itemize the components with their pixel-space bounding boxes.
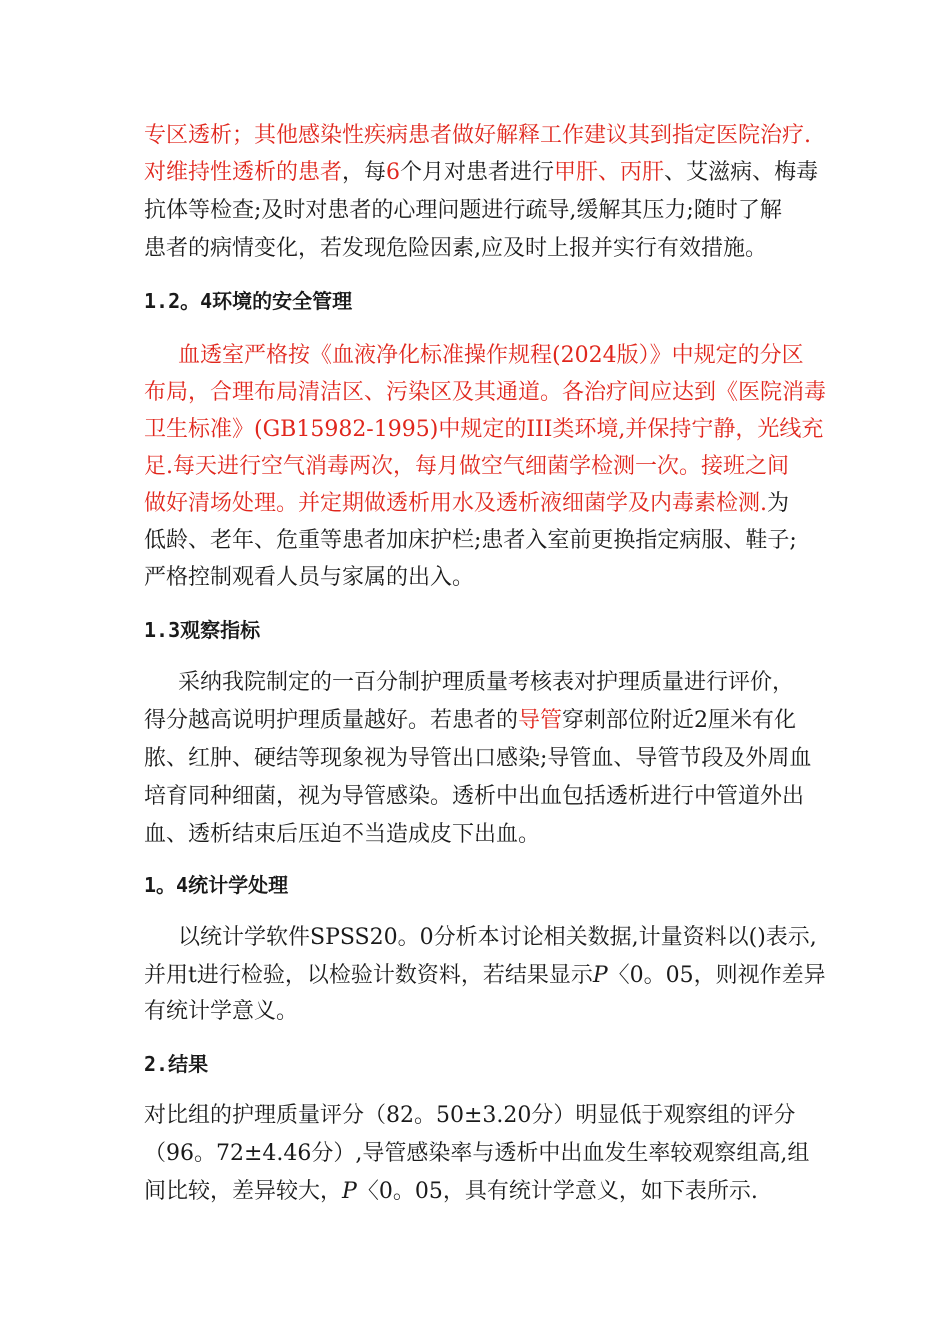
italic-variable: P [592, 963, 608, 988]
text-span: 穿刺部位附近2厘米有化 [562, 708, 797, 733]
paragraph-line: 血、透析结束后压迫不当造成皮下出血。 [144, 822, 541, 847]
italic-variable: P [342, 1179, 357, 1204]
paragraph-line: 对比组的护理质量评分（82。50±3.20分）明显低于观察组的评分 [144, 1103, 796, 1128]
paragraph-line: 血透室严格按《血液净化标准操作规程(2024版）》中规定的分区 [178, 343, 804, 368]
text-span: 个月对患者进行 [400, 160, 555, 185]
text-span: ，每 [342, 160, 387, 185]
highlighted-text: 做好清场处理。并定期做透析用水及透析液细菌学及内毒素检测. [144, 491, 767, 516]
section-heading: 2.结果 [144, 1052, 209, 1076]
paragraph-line [144, 961, 826, 991]
text-span: 〈0。05，则视作差异 [607, 963, 826, 988]
paragraph-line: 专区透析；其他感染性疾病患者做好解释工作建议其到指定医院治疗. [144, 123, 811, 148]
paragraph-line: 布局，合理布局清洁区、污染区及其通道。各治疗间应达到《医院消毒 [144, 380, 827, 405]
text-span: 并用t进行检验，以检验计数资料，若结果显示 [144, 963, 593, 988]
paragraph-line: 患者的病情变化，若发现危险因素,应及时上报并实行有效措施。 [144, 236, 767, 261]
section-heading: 1.3观察指标 [144, 618, 261, 642]
paragraph-line: 抗体等检查;及时对患者的心理问题进行疏导,缓解其压力;随时了解 [144, 198, 782, 223]
highlighted-text: 导管 [518, 708, 563, 733]
section-heading: 1。4统计学处理 [144, 873, 289, 897]
section-heading: 1.2。4环境的安全管理 [144, 289, 353, 313]
paragraph-line: 培育同种细菌，视为导管感染。透析中出血包括透析进行中管道外出 [144, 784, 805, 809]
paragraph-line [144, 489, 789, 519]
paragraph-line [144, 158, 818, 188]
paragraph-line: 脓、红肿、硬结等现象视为导管出口感染;导管血、导管节段及外周血 [144, 746, 812, 771]
highlighted-text: 对维持性透析的患者 [144, 160, 343, 185]
text-span: 为 [767, 491, 790, 516]
text-span: 得分越高说明护理质量越好。若患者的 [144, 708, 519, 733]
text-span: 〈0。05，具有统计学意义，如下表所示. [356, 1179, 758, 1204]
text-span: 间比较，差异较大， [144, 1179, 343, 1204]
paragraph-line: 采纳我院制定的一百分制护理质量考核表对护理质量进行评价， [178, 670, 795, 695]
paragraph-line [144, 1177, 758, 1207]
paragraph-line: 足.每天进行空气消毒两次，每月做空气细菌学检测一次。接班之间 [144, 454, 789, 479]
paragraph-line: 低龄、老年、危重等患者加床护栏;患者入室前更换指定病服、鞋子; [144, 528, 797, 553]
paragraph-line: （96。72±4.46分）,导管感染率与透析中出血发生率较观察组高,组 [144, 1141, 810, 1166]
highlighted-text: 6 [386, 160, 401, 185]
paragraph-line: 卫生标准》(GB15982-1995)中规定的III类环境,并保持宁静，光线充 [144, 417, 824, 442]
paragraph-line [144, 706, 796, 736]
paragraph-line: 以统计学软件SPSS20。0分析本讨论相关数据,计量资料以()表示, [178, 925, 817, 950]
highlighted-text: 甲肝、丙肝 [554, 160, 665, 185]
paragraph-line: 有统计学意义。 [144, 999, 299, 1024]
text-span: 、艾滋病、梅毒 [664, 160, 819, 185]
paragraph-line: 严格控制观看人员与家属的出入。 [144, 565, 475, 590]
